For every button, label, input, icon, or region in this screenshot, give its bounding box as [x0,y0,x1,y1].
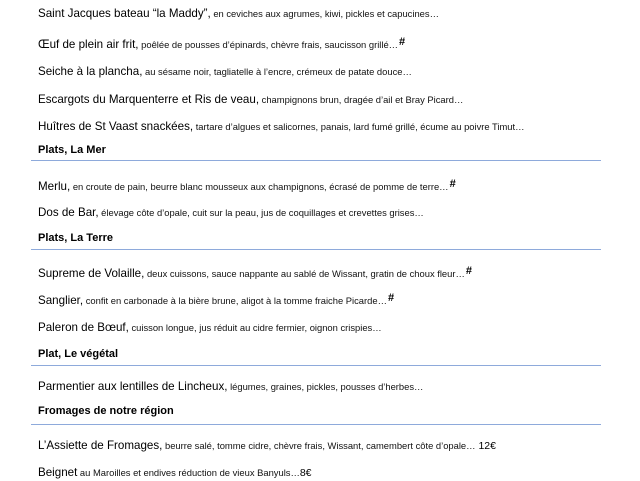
dish-name: Supreme de Volaille, [38,267,145,280]
menu-item [38,290,394,309]
dish-name: Merlu, [38,180,71,193]
menu-item [38,263,472,282]
dish-description: deux cuissons, sauce nappante au sablé de Wissant, gratin de choux fleur… [144,268,465,279]
section-heading-terre: Plats, La Terre [38,232,113,244]
dish-description: légumes, graines, pickles, pousses d’herbes… [227,381,424,392]
dish-price: 12€ [475,440,496,452]
menu-item [38,117,525,135]
dish-name: Parmentier aux lentilles de Lincheux, [38,380,228,393]
dish-name: Saint Jacques bateau “la Maddy”, [38,7,211,20]
menu-item [38,176,456,195]
dish-description: en croute de pain, beurre blanc mousseux aux champignons, écrasé de pomme de terre… [70,181,449,192]
dish-name: Paleron de Bœuf, [38,321,129,334]
section-heading-vegetal: Plat, Le végétal [38,348,119,360]
hash-mark: # [399,36,406,48]
dish-name: Sanglier, [38,294,84,307]
menu-item [38,90,463,108]
dish-description: confit en carbonade à la bière brune, aligot à la tomme fraiche Picarde… [83,295,387,306]
dish-description: au sésame noir, tagliatelle à l’encre, crémeux de patate douce… [142,66,412,77]
dish-name: Huîtres de St Vaast snackées, [38,120,194,133]
menu-item [38,377,423,395]
dish-name: Œuf de plein air frit, [38,38,139,51]
dish-description: au Maroilles et endives réduction de vieux Banyuls… [77,467,300,478]
dish-name: L’Assiette de Fromages, [38,439,163,452]
menu-item [38,4,439,22]
hash-mark: # [449,178,456,190]
menu-item [38,203,424,221]
dish-description: tartare d’algues et salicornes, panais, lard fumé grillé, écume au poivre Timut… [193,121,525,132]
section-divider [31,365,601,366]
dish-description: champignons brun, dragée d’ail et Bray Picard… [259,94,464,105]
menu-item [38,318,382,336]
dish-description: cuisson longue, jus réduit au cidre fermier, oignon crispies… [128,322,382,333]
hash-mark: # [465,265,472,277]
dish-name: Escargots du Marquenterre et Ris de veau, [38,93,260,106]
menu-item [38,62,412,80]
dish-price: 8€ [299,467,312,479]
section-divider [31,160,601,161]
menu-item [38,34,405,53]
dish-description: beurre salé, tomme cidre, chèvre frais, Wissant, camembert côte d’opale… [162,440,476,451]
dish-name: Beignet [38,466,78,479]
menu-item [38,436,496,454]
section-heading-fromages: Fromages de notre région [38,405,174,417]
section-heading-mer: Plats, La Mer [38,144,106,156]
dish-description: élevage côte d’opale, cuit sur la peau, jus de coquillages et crevettes grises… [98,207,424,218]
dish-name: Seiche à la plancha, [38,65,143,78]
menu-item [38,463,312,481]
section-divider [31,424,601,425]
section-divider [31,249,601,250]
hash-mark: # [387,292,395,304]
dish-name: Dos de Bar, [38,206,99,219]
dish-description: en ceviches aux agrumes, kiwi, pickles et capucines… [210,8,439,19]
dish-description: poêlée de pousses d’épinards, chèvre frais, saucisson grillé… [138,39,399,50]
